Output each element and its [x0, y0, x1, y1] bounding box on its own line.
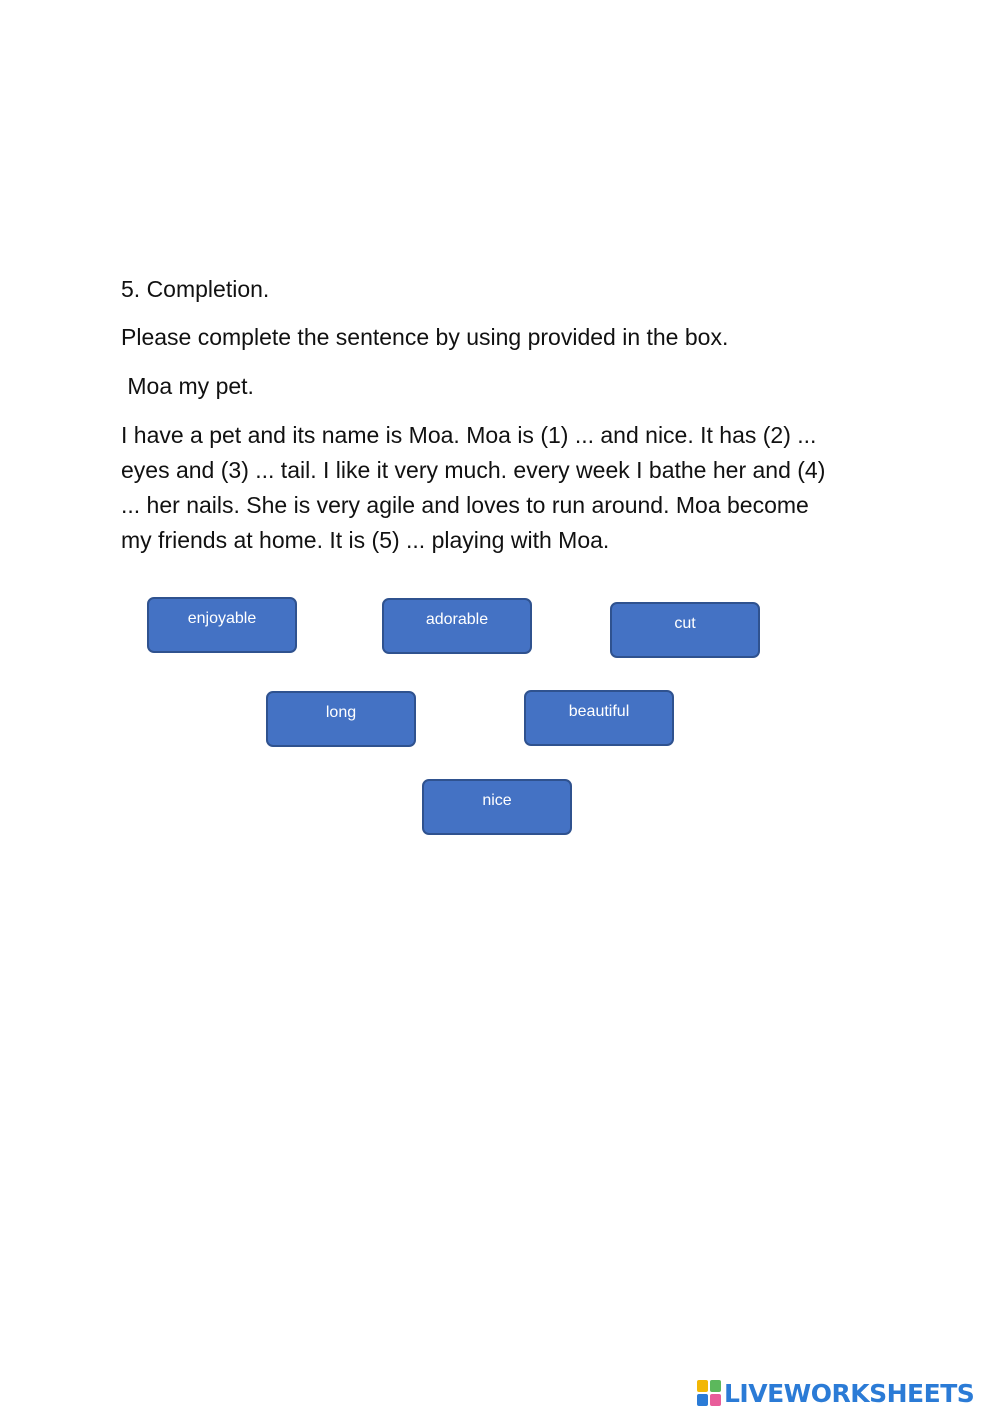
passage [121, 418, 825, 558]
passage-line: eyes and (3) ... tail. I like it very much. every week I bathe her and (4) [121, 457, 826, 483]
passage-line: I have a pet and its name is Moa. Moa is (1) ... and nice. It has (2) ... [121, 422, 817, 448]
word-box-adorable[interactable]: adorable [382, 598, 532, 654]
liveworksheets-logo [697, 1378, 974, 1408]
exercise-heading: 5. Completion. [121, 276, 270, 302]
word-box-beautiful[interactable]: beautiful [524, 690, 674, 746]
story-title [121, 369, 254, 404]
passage-line: ... her nails. She is very agile and loves to run around. Moa become [121, 492, 809, 518]
logo-blocks-icon [697, 1380, 721, 1406]
passage-line: my friends at home. It is (5) ... playing with Moa. [121, 527, 610, 553]
story-title-text: Moa my pet. [127, 373, 254, 399]
word-box-nice[interactable]: nice [422, 779, 572, 835]
instruction-text: Please complete the sentence by using provided in the box. [121, 324, 729, 350]
word-box-long[interactable]: long [266, 691, 416, 747]
word-box-cut[interactable]: cut [610, 602, 760, 658]
logo-text: LIVEWORKSHEETS [724, 1378, 975, 1408]
word-box-enjoyable[interactable]: enjoyable [147, 597, 297, 653]
